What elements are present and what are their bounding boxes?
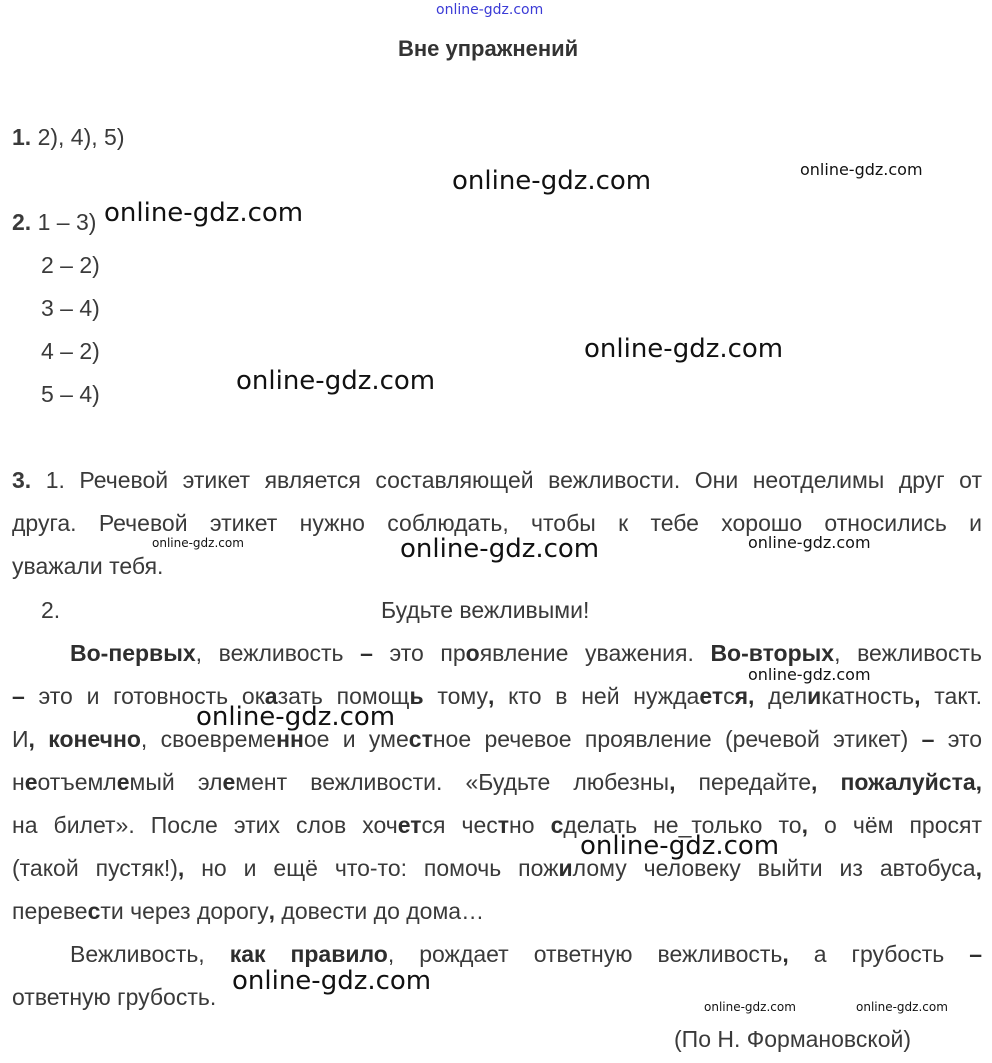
question-3-number: 3. [12, 467, 32, 493]
text-run: дел [754, 683, 808, 709]
question-2-item: 3 – 4) [41, 295, 100, 321]
text-run: тому [423, 683, 488, 709]
question-1-number: 1. [12, 124, 32, 150]
question-2-item: 1 – 3) [37, 209, 97, 235]
watermark: online-gdz.com [236, 366, 436, 396]
bold-run: ь [409, 683, 424, 709]
text-run: лому человеку выйти из автобуса [572, 855, 976, 881]
question-2 [12, 209, 96, 236]
watermark: online-gdz.com [704, 1000, 796, 1014]
watermark-top: online-gdz.com [436, 2, 544, 18]
question-1 [12, 124, 125, 151]
text-run: на билет». После этих слов хоч [12, 812, 398, 838]
watermark: online-gdz.com [452, 166, 652, 196]
text-run: ое и уме [303, 726, 409, 752]
text-run: делать не_только то [563, 812, 802, 838]
text-run: Вежливость, [70, 941, 230, 967]
bold-run: , [782, 941, 789, 967]
bold-run: как правило [229, 941, 388, 967]
bold-run: ет [699, 683, 724, 709]
bold-run: ст [408, 726, 433, 752]
text-run: 1. Речевой этикет является составляющей вежливости. Они неотделимы друг от [45, 467, 982, 493]
bold-run: – [360, 640, 373, 666]
essay-line [12, 726, 982, 753]
text-run: , рождает ответную вежливость [387, 941, 783, 967]
text-run: н [12, 769, 25, 795]
essay-title: Будьте вежливыми! [381, 597, 590, 623]
text-run: И [12, 726, 29, 752]
bold-run: е [116, 769, 130, 795]
text-run: это и готовность ок [24, 683, 265, 709]
text-run: мый эл [129, 769, 223, 795]
bold-run: е [222, 769, 236, 795]
bold-run: , [811, 769, 818, 795]
bold-run: , [487, 683, 495, 709]
text-run: зать помощ [277, 683, 410, 709]
watermark: online-gdz.com [232, 966, 432, 996]
watermark: online-gdz.com [856, 1000, 948, 1014]
text-run: явление уважения. [479, 640, 711, 666]
bold-run: Во-вторых [710, 640, 835, 666]
question-3-part2-number: 2. [41, 597, 61, 623]
text-run: отъемл [37, 769, 117, 795]
text-run: это пр [372, 640, 466, 666]
text-run: катность [821, 683, 915, 709]
bold-run: и [807, 683, 822, 709]
bold-run: ет [397, 812, 422, 838]
text-run [817, 769, 840, 795]
essay-line [12, 812, 982, 839]
essay-line [12, 855, 982, 882]
source-attribution: (По Н. Формановской) [674, 1026, 912, 1052]
text-run: передайте [675, 769, 812, 795]
text-run: но [509, 812, 551, 838]
bold-run: – [969, 941, 983, 967]
bold-run: пожалуйста [840, 769, 976, 795]
bold-run: , [177, 855, 185, 881]
text-run: ное речевое проявление (речевой этикет) [432, 726, 922, 752]
bold-run: нн [276, 726, 304, 752]
watermark: online-gdz.com [196, 702, 396, 732]
bold-run: , [914, 683, 921, 709]
bold-run: т [497, 812, 510, 838]
question-2-item: 5 – 4) [41, 381, 100, 407]
bold-run: а [264, 683, 278, 709]
watermark: online-gdz.com [748, 533, 871, 552]
text-run: но и ещё что-то: помочь пож [184, 855, 559, 881]
bold-run: е [24, 769, 38, 795]
watermark: online-gdz.com [104, 198, 304, 228]
text-run: такт. [920, 683, 983, 709]
bold-run: о [465, 640, 480, 666]
watermark: online-gdz.com [400, 534, 600, 564]
bold-run: , [975, 769, 983, 795]
question-3-line [12, 467, 982, 494]
bold-run: – [12, 683, 25, 709]
essay-line: ответную грубость. [12, 984, 217, 1010]
bold-run: с [87, 898, 101, 924]
text-run: кто в ней нужда [494, 683, 700, 709]
text-run: ти через дорогу [100, 898, 269, 924]
text-run: мент вежливости. «Будьте любезны [235, 769, 670, 795]
bold-run: и [558, 855, 573, 881]
bold-run: , [801, 812, 808, 838]
question-2-item: 4 – 2) [41, 338, 100, 364]
watermark: online-gdz.com [584, 334, 784, 364]
text-run: переве [12, 898, 88, 924]
watermark: online-gdz.com [748, 665, 871, 684]
text-run: довести до дома… [275, 898, 485, 924]
bold-run: , [669, 769, 676, 795]
bold-run: Во-первых [70, 640, 196, 666]
essay-line [70, 941, 982, 968]
bold-run: я [734, 683, 749, 709]
bold-run: , [975, 855, 982, 881]
bold-run: , [268, 898, 276, 924]
essay-line [70, 640, 982, 667]
text-run: с [723, 683, 735, 709]
watermark: online-gdz.com [580, 831, 780, 861]
question-3-line: уважали тебя. [12, 553, 164, 579]
text-run: , своевреме [140, 726, 277, 752]
text-run: , вежливость [834, 640, 982, 666]
text-run [35, 726, 48, 752]
bold-run: с [550, 812, 564, 838]
bold-run: конечно [48, 726, 141, 752]
text-run: ся чес [421, 812, 498, 838]
question-1-answer: 2), 4), 5) [37, 124, 125, 150]
bold-run: – [921, 726, 935, 752]
essay-line [12, 769, 982, 796]
page-title: Вне упражнений [398, 36, 579, 61]
text-run: это [934, 726, 982, 752]
text-run: а грубость [788, 941, 970, 967]
text-run: (такой пустяк!) [12, 855, 178, 881]
question-2-number: 2. [12, 209, 32, 235]
essay-line [12, 683, 982, 710]
essay-line [12, 898, 982, 925]
text-run: , вежливость [195, 640, 361, 666]
bold-run: , [748, 683, 755, 709]
watermark: online-gdz.com [800, 160, 923, 179]
question-3-line: друга. Речевой этикет нужно соблюдать, чтобы к тебе хорошо относились и [12, 510, 982, 536]
watermark: online-gdz.com [152, 536, 244, 550]
bold-run: , [28, 726, 35, 752]
question-2-item: 2 – 2) [41, 252, 100, 278]
text-run: о чём просят [807, 812, 982, 838]
